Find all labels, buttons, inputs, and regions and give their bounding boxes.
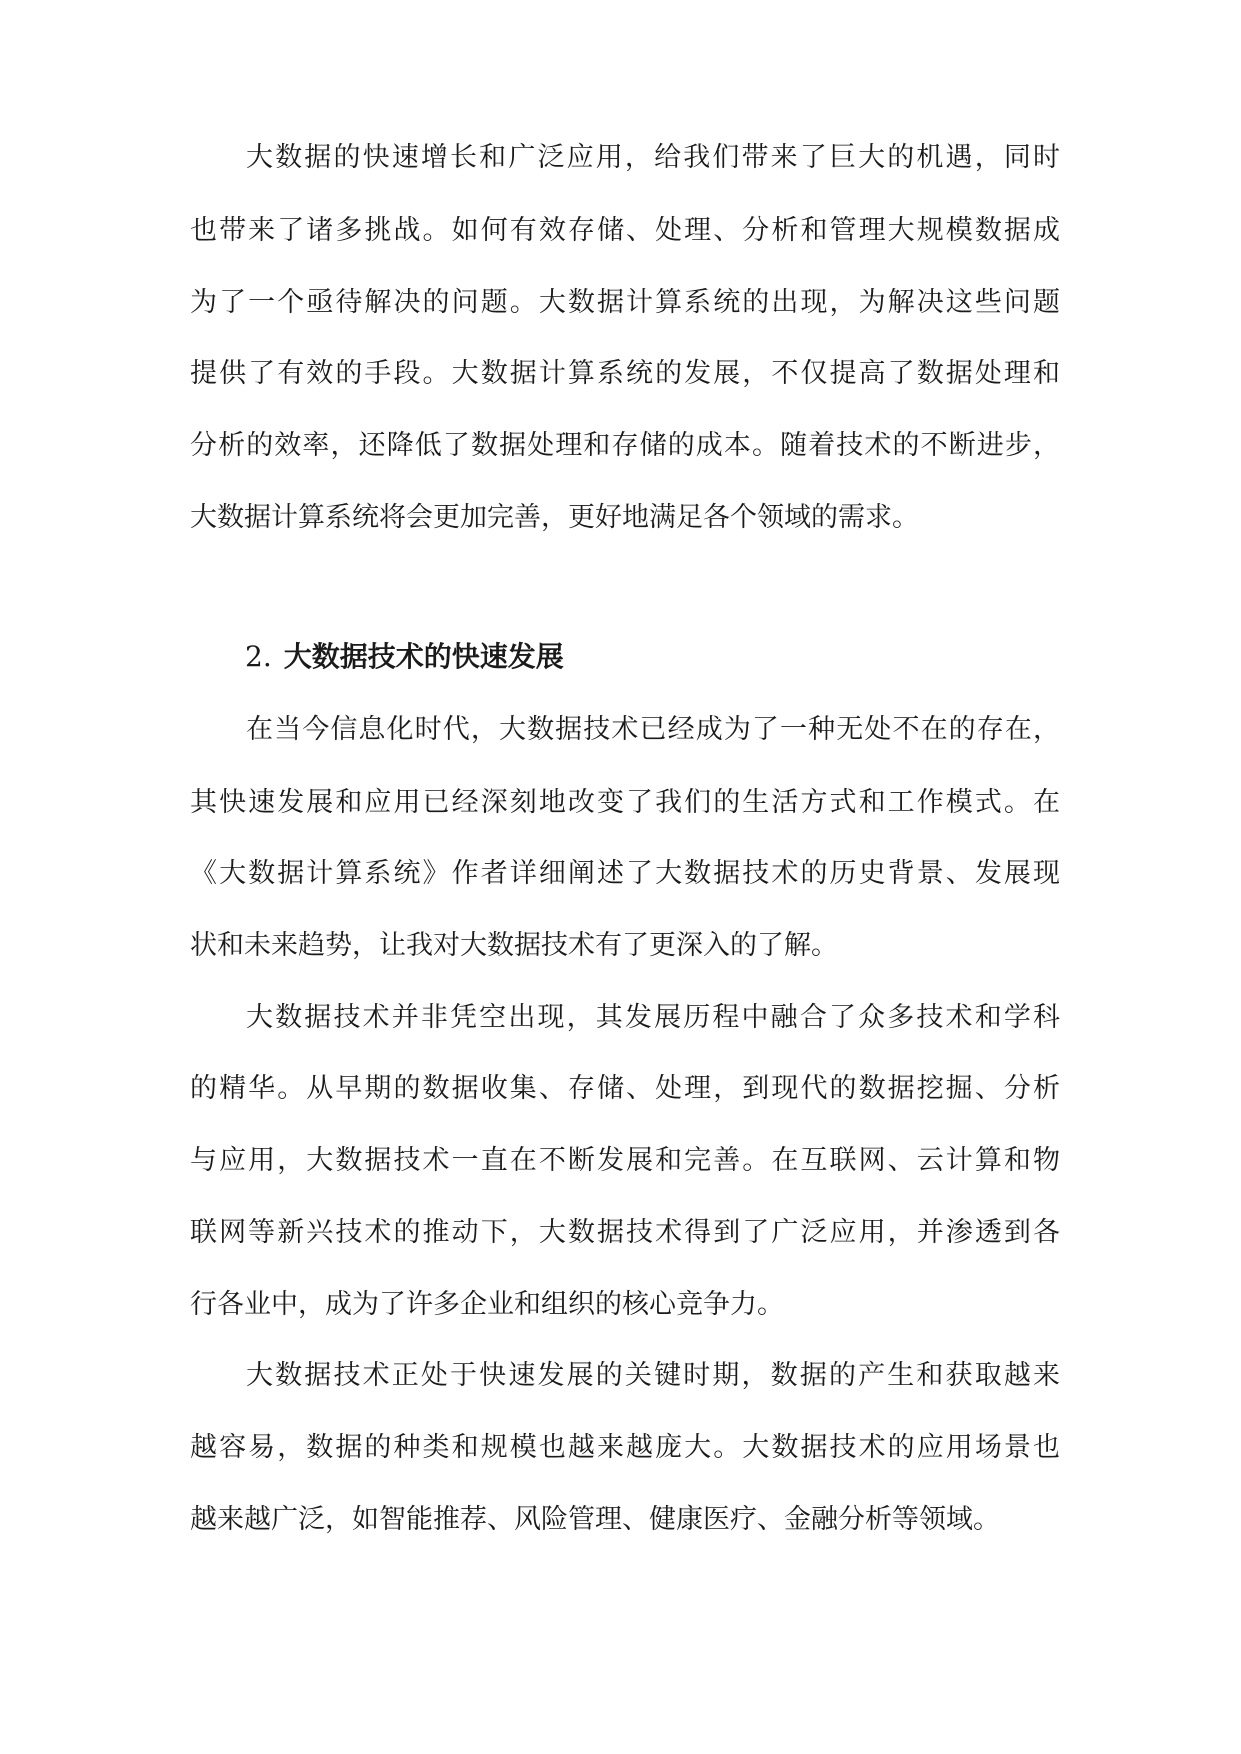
section-title: 大数据技术的快速发展 [283,640,564,673]
paragraph-2-line-1: 在当今信息化时代，大数据技术已经成为了一种无处不在的存在， [246,714,1060,745]
paragraph-2-line-2: 其快速发展和应用已经深刻地改变了我们的生活方式和工作模式。在 [190,787,1060,818]
paragraph-1-line-5: 分析的效率，还降低了数据处理和存储的成本。随着技术的不断进步， [190,430,1060,461]
paragraph-1-line-1: 大数据的快速增长和广泛应用，给我们带来了巨大的机遇，同时 [246,142,1060,173]
paragraph-3-line-5: 行各业中，成为了许多企业和组织的核心竞争力。 [190,1289,784,1320]
paragraph-1-line-6: 大数据计算系统将会更加完善，更好地满足各个领域的需求。 [190,502,919,533]
section-number: 2. [245,640,272,673]
paragraph-1-line-3: 为了一个亟待解决的问题。大数据计算系统的出现，为解决这些问题 [190,287,1060,318]
paragraph-3-line-4: 联网等新兴技术的推动下，大数据技术得到了广泛应用，并渗透到各 [190,1217,1060,1248]
paragraph-3-line-3: 与应用，大数据技术一直在不断发展和完善。在互联网、云计算和物 [190,1145,1060,1176]
paragraph-2-line-4: 状和未来趋势，让我对大数据技术有了更深入的了解。 [190,930,838,961]
paragraph-3-line-2: 的精华。从早期的数据收集、存储、处理，到现代的数据挖掘、分析 [190,1073,1060,1104]
paragraph-1-line-4: 提供了有效的手段。大数据计算系统的发展，不仅提高了数据处理和 [190,358,1060,389]
section-heading [245,639,564,675]
paragraph-1-line-2: 也带来了诸多挑战。如何有效存储、处理、分析和管理大规模数据成 [190,215,1060,246]
paragraph-4-line-2: 越容易，数据的种类和规模也越来越庞大。大数据技术的应用场景也 [190,1432,1060,1463]
paragraph-2-line-3: 《大数据计算系统》作者详细阐述了大数据技术的历史背景、发展现 [190,858,1060,889]
paragraph-4-line-3: 越来越广泛，如智能推荐、风险管理、健康医疗、金融分析等领域。 [190,1504,1000,1535]
paragraph-3-line-1: 大数据技术并非凭空出现，其发展历程中融合了众多技术和学科 [246,1002,1060,1033]
paragraph-4-line-1: 大数据技术正处于快速发展的关键时期，数据的产生和获取越来 [246,1360,1060,1391]
